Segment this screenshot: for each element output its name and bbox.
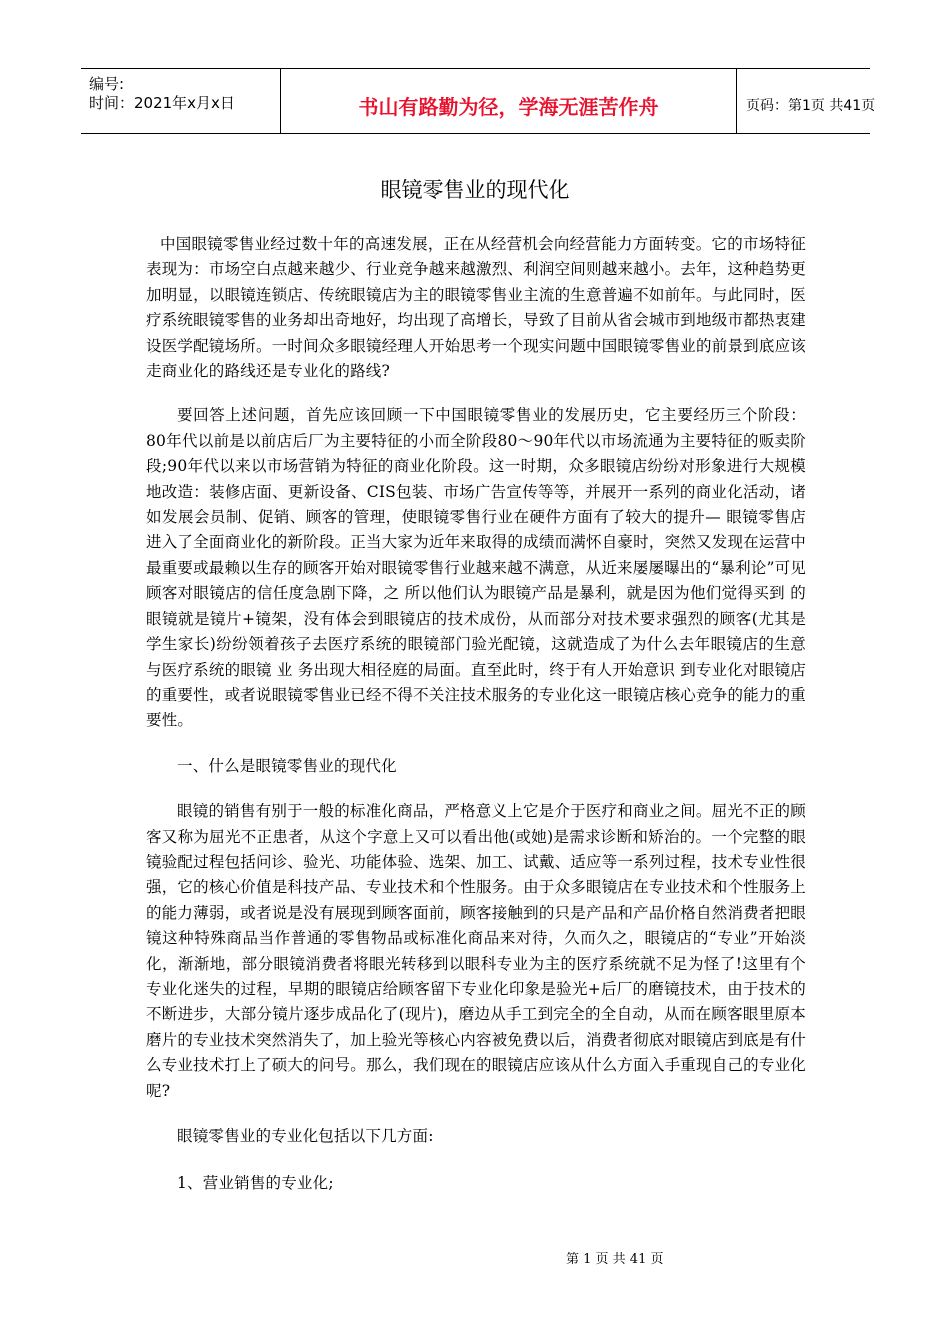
page-footer: 第 1 页 共 41 页 [566, 1252, 664, 1267]
header-table [81, 68, 876, 134]
section-heading: 一、什么是眼镜零售业的现代化 [177, 756, 397, 775]
paragraph-definition: 眼镜的销售有别于一般的标准化商品，严格意义上它是介于医疗和商业之间。屈光不正的顾客又称为屈光不正患者，从这个字意上又可以看出他(或她)是需求诊断和矫治的。一个完整的眼镜验配过程包括问诊、验光、功能体验、选架、加工、试戴、适应等一系列过程，技术专业性很强，它的核心价值是科技产品、专业技术和个性服务。由于众多眼镜店在专业技术和个性服务上的能力薄弱，或者说是没有展现到顾客面前，顾客接触到的只是产品和产品价格自然消费者把眼镜这种特殊商品当作普通的零售物品或标准化商品来对待，久而久之，眼镜店的“专业”开始淡化，渐渐地，部分眼镜消费者将眼光转移到以眼科专业为主的医疗系统就不足为怪了!这里有个专业化迷失的过程，早期的眼镜店给顾客留下专业化印象是验光+后厂的磨镜技术，由于技术的不断进步，大部分镜片逐步成品化了(现片)，磨边从手工到完全的全自动，从而在顾客眼里原本磨片的专业技术突然消失了，加上验光等核心内容被免费以后，消费者彻底对眼镜店到底是有什么专业技术打上了硕大的问号。那么，我们现在的眼镜店应该从什么方面入手重现自己的专业化呢? [146, 802, 806, 1100]
page-info: 页码：第1页 共41页 [746, 98, 876, 114]
paragraph-aspects: 眼镜零售业的专业化包括以下几方面: [177, 1127, 434, 1145]
motto-text: 书山有路勤为径，学海无涯苦作舟 [358, 95, 659, 119]
document-body [146, 232, 806, 1197]
paragraph-history: 要回答上述问题，首先应该回顾一下中国眼镜零售业的发展历史，它主要经历三个阶段：80年代以前是以前店后厂为主要特征的小而全阶段80～90年代以市场流通为主要特征的贩卖阶段;90年代以来以市场营销为特征的商业化阶段。这一时期，众多眼镜店纷纷对形象进行大规模地改造：装修店面、更新设备、CIS包装、市场广告宣传等等，并展开一系列的商业化活动，诸如发展会员制、促销、顾客的管理，使眼镜零售行业在硬件方面有了较大的提升— 眼镜零售店进入了全面商业化的新阶段。正当大家为近年来取得的成绩而满怀自豪时，突然又发现在运营中最重要或最赖以生存的顾客开始对眼镜零售行业越来越不满意，从近来屡屡曝出的“暴利论”可见顾客对眼镜店的信任度急剧下降，之 所以他们认为眼镜产品是暴利，就是因为他们觉得买到 的眼镜就是镜片+镜架，没有体会到眼镜店的技术成份，从而部分对技术要求强烈的顾客(尤其是学生家长)纷纷领着孩子去医疗系统的眼镜部门验光配镜，这就造成了为什么去年眼镜店的生意与医疗系统的眼镜 业 务出现大相径庭的局面。直至此时，终于有人开始意识 到专业化对眼镜店的重要性，或者说眼镜零售业已经不得不关注技术服务的专业化这一眼镜店核心竞争的能力的重要性。 [146, 406, 806, 730]
header-page-cell [737, 69, 876, 133]
header-meta-cell [81, 69, 281, 133]
paragraph-intro: 中国眼镜零售业经过数十年的高速发展，正在从经营机会向经营能力方面转变。它的市场特征表现为：市场空白点越来越少、行业竞争越来越激烈、利润空间则越来越小。去年，这种趋势更加明显，以眼镜连锁店、传统眼镜店为主的眼镜零售业主流的生意普遍不如前年。与此同时，医疗系统眼镜零售的业务却出奇地好，均出现了高增长，导致了目前从省会城市到地级市都热衷建设医学配镜场所。一时间众多眼镜经理人开始思考一个现实问题中国眼镜零售业的前景到底应该走商业化的路线还是专业化的路线? [146, 235, 806, 381]
document-number-label: 编号: [89, 75, 125, 93]
document-time-label: 时间：2021年x月x日 [89, 94, 235, 112]
list-item-1: 1、营业销售的专业化; [177, 1174, 334, 1193]
header-motto-cell [281, 69, 737, 133]
page-title: 眼镜零售业的现代化 [380, 178, 570, 202]
